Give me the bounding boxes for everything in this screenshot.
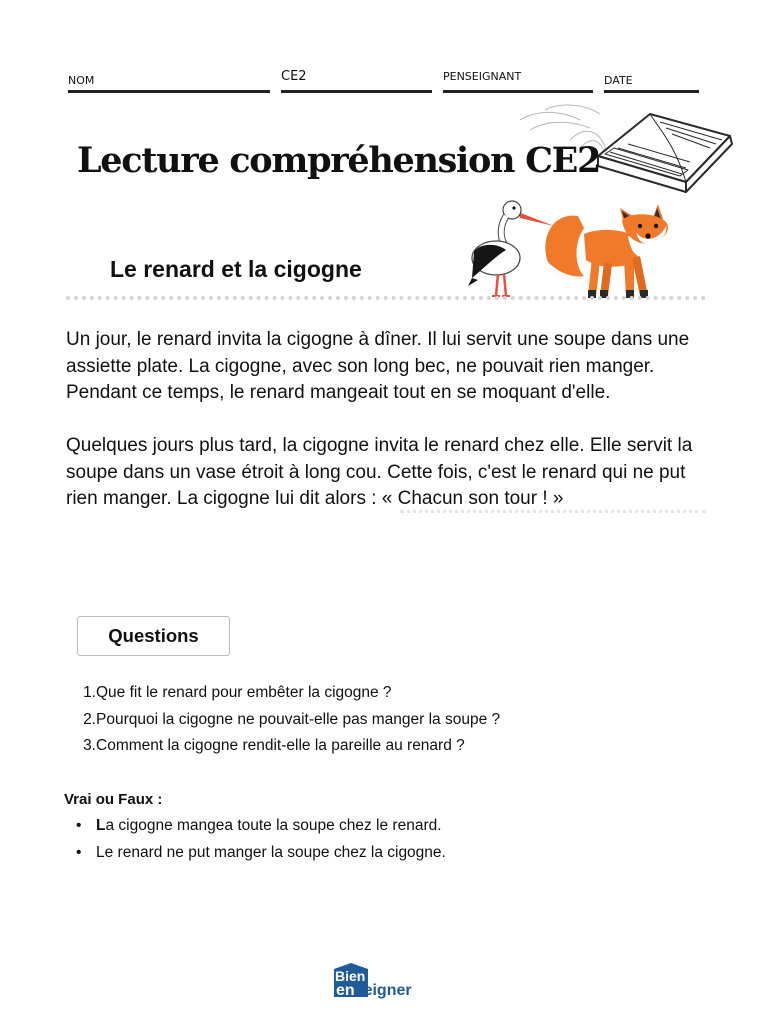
story-title: Le renard et la cigogne [110, 256, 362, 282]
bullet-icon: • [76, 817, 82, 834]
dotted-divider [66, 296, 706, 300]
class-field[interactable] [281, 66, 432, 93]
name-label: NOM [68, 74, 95, 87]
true-false-heading: Vrai ou Faux : [64, 791, 163, 808]
question-number: 3. [83, 737, 96, 754]
question-item [0, 710, 500, 737]
name-field[interactable] [68, 66, 270, 93]
true-false-item [0, 843, 446, 870]
question-number: 2. [83, 710, 96, 728]
true-false-list [0, 816, 446, 869]
question-item [0, 736, 500, 763]
story-text [66, 327, 706, 539]
question-text: Que fit le renard pour embêter la cigogne ? [96, 684, 392, 701]
question-number: 1. [83, 684, 96, 701]
true-false-text: Le renard ne put manger la soupe chez la cigogne. [96, 843, 446, 861]
date-field[interactable] [604, 66, 699, 93]
date-label: DATE [604, 74, 633, 87]
dotted-divider-2 [400, 510, 706, 513]
question-text: Pourquoi la cigogne ne pouvait-elle pas manger la soupe ? [96, 710, 501, 728]
fox-icon [540, 198, 675, 300]
story-paragraph-2: Quelques jours plus tard, la cigogne invita le renard chez elle. Elle servit la soupe dans un vase étroit à long cou. Cette fois, c'est le renard qui ne put rien manger. La cigogne lui dit alors : « Chacun son tour ! » [66, 435, 693, 509]
questions-list [0, 683, 500, 763]
page-title: Lecture compréhension CE2 [77, 140, 601, 181]
story-paragraph-1: Un jour, le renard invita la cigogne à dîner. Il lui servit une soupe dans une assiette plate. La cigogne, avec son long bec, ne pouvait rien manger. Pendant ce temps, le renard mangeait tout en se moquant d'elle. [66, 329, 690, 403]
teacher-label: PENSEIGNANT [443, 70, 522, 83]
class-label: CE2 [281, 69, 307, 84]
logo-line2: enseigner [336, 982, 412, 999]
teacher-field[interactable] [443, 66, 593, 93]
true-false-item [0, 816, 446, 843]
true-false-text: a cigogne mangea toute la soupe chez le renard. [105, 817, 442, 834]
bien-enseigner-logo [334, 963, 434, 999]
question-item [0, 683, 500, 710]
bullet-icon: • [76, 843, 82, 861]
logo-line1: Bien [335, 968, 366, 984]
questions-heading: Questions [77, 616, 230, 656]
true-false-bold: L [96, 817, 106, 834]
question-text: Comment la cigogne rendit-elle la pareille au renard ? [96, 737, 465, 754]
